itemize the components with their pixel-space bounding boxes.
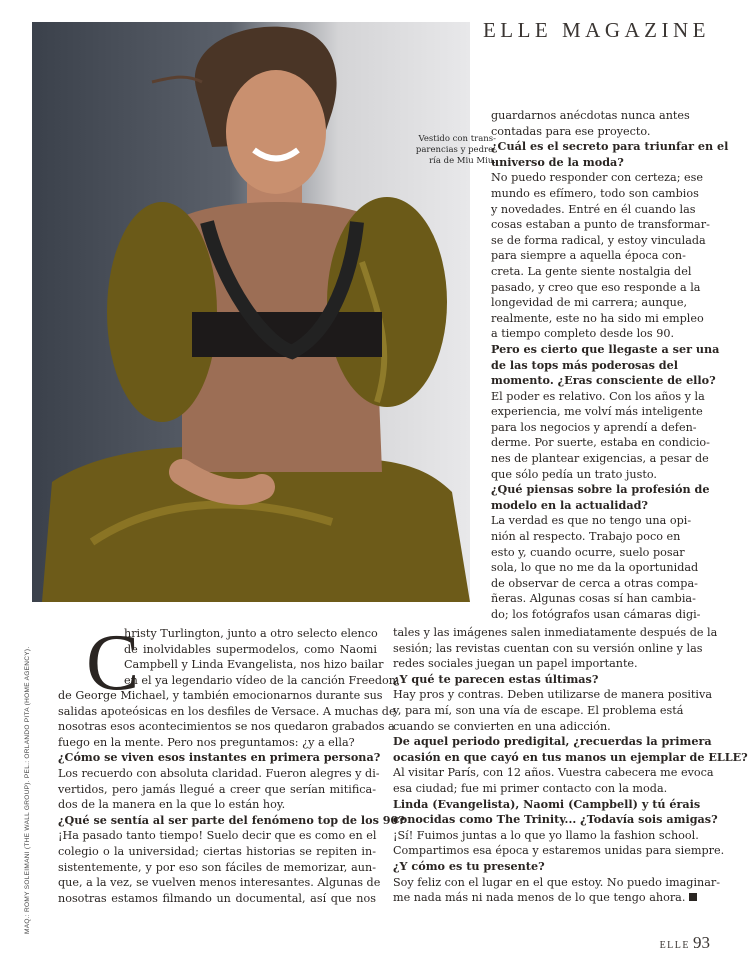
- question-line: Linda (Evangelista), Naomi (Campbell) y tú érais: [393, 796, 701, 811]
- text-line: cuando se convierten en una adicción.: [393, 719, 611, 733]
- text-line: realmente, este no ha sido mi empleo: [491, 311, 704, 325]
- text-line: creta. La gente siente nostalgia del: [491, 264, 692, 278]
- question-line: de las tops más poderosas del: [491, 357, 678, 372]
- text-line: para los negocios y aprendí a defen-: [491, 420, 697, 434]
- question-line: ¿Qué piensas sobre la profesión de: [491, 482, 710, 497]
- question-line: ¿Cuál es el secreto para triunfar en el: [491, 139, 729, 154]
- drop-cap: C: [86, 619, 140, 707]
- intro-line: de inolvidables supermodelos, como Naomi: [124, 642, 377, 656]
- text-line: guardarnos anécdotas nunca antes: [491, 109, 690, 122]
- caption-line: Vestido con trans-: [418, 134, 496, 144]
- text-line: pasado, y creo que eso responde a la: [491, 280, 701, 294]
- text-line: ¡Sí! Fuimos juntas a lo que yo llamo la fashion school.: [393, 828, 699, 842]
- magazine-title: ELLE MAGAZINE: [482, 18, 710, 42]
- text-line: colegio o la universidad; ciertas historias se repiten in-: [58, 844, 376, 858]
- photo-caption: [410, 134, 496, 167]
- text-line: El poder es relativo. Con los años y la: [491, 389, 705, 403]
- right-column-bottom: [393, 625, 748, 906]
- text-line: esa ciudad; fue mi primer contacto con la moda.: [393, 781, 668, 795]
- question-line: modelo en la actualidad?: [491, 497, 648, 512]
- text-line: vertidos, pero jamás llegué a creer que serían mitifica-: [58, 782, 376, 796]
- question-line: universo de la moda?: [491, 154, 624, 169]
- text-line: mundo es efímero, todo son cambios: [491, 186, 699, 200]
- text-line: experiencia, me volví más inteligente: [491, 405, 703, 419]
- text-line: que sólo pedía un trato justo.: [491, 467, 657, 481]
- footer-brand: ELLE: [659, 940, 690, 951]
- text-line: cosas estaban a punto de transformar-: [491, 218, 710, 232]
- text-line: derme. Por suerte, estaba en condicio-: [491, 436, 710, 450]
- text-line: y, para mí, son una vía de escape. El problema está: [393, 703, 684, 717]
- text-line: dos de la manera en la que lo están hoy.: [58, 798, 286, 812]
- text-line: sola, lo que no me da la oportunidad: [491, 561, 699, 575]
- intro-lines: [124, 626, 400, 688]
- text-line: ñeras. Algunas cosas sí han cambia-: [491, 592, 696, 606]
- text-line: Compartimos esa época y estaremos unidas para siempre.: [393, 844, 725, 858]
- intro-line: hristy Turlington, junto a otro selecto elenco: [124, 627, 378, 640]
- question-line: ¿Y qué te parecen estas últimas?: [393, 671, 599, 686]
- footer-page: 93: [693, 933, 710, 952]
- end-mark: [689, 893, 697, 901]
- text-line: longevidad de mi carrera; aunque,: [491, 296, 688, 310]
- model-photo: [32, 22, 496, 602]
- text-line: Hay pros y contras. Deben utilizarse de manera positiva: [393, 688, 712, 702]
- text-line: esto y, cuando ocurre, suelo posar: [491, 545, 685, 559]
- text-line: contadas para ese proyecto.: [491, 124, 651, 138]
- text-line: me nada más ni nada menos de lo que tengo ahora.: [393, 890, 657, 906]
- question-line: ¿Y cómo es tu presente?: [393, 858, 545, 873]
- text-line: salidas apoteósicas en los desfiles de Versace. A muchas de: [58, 704, 396, 718]
- question-line: conocidas como The Trinity... ¿Todavía sois amigas?: [393, 812, 718, 827]
- intro-line: en el ya legendario vídeo de la canción Freedom: [124, 673, 400, 687]
- text-line: fuego en la mente. Pero nos preguntamos: ¿y a ella?: [58, 735, 355, 749]
- text-line: de observar de cerca a otras compa-: [491, 576, 698, 590]
- photo-illustration: [32, 22, 470, 602]
- text-line: para siempre a aquella época con-: [491, 249, 686, 263]
- caption-line: parencias y pedre-: [415, 145, 496, 155]
- question-line: ocasión en que cayó en tus manos un ejemplar de ELLE?: [393, 749, 748, 764]
- text-line: nes de plantear exigencias, a pesar de: [491, 452, 709, 466]
- text-line: que, a la vez, se vuelven menos interesantes. Algunas de: [58, 876, 381, 890]
- text-line: tales y las imágenes salen inmediatamente después de la: [393, 626, 718, 639]
- question-line: momento. ¿Eras consciente de ello?: [491, 373, 716, 388]
- photo-credit: MAQ.: ROMY SOLEIMANI (THE WALL GROUP). PEL.: ORLANDO PITA (HOME AGENCY).: [24, 646, 31, 934]
- text-line: do; los fotógrafos usan cámaras digi-: [491, 608, 701, 621]
- intro-line: Campbell y Linda Evangelista, nos hizo bailar: [124, 658, 384, 672]
- right-column-top: [491, 108, 729, 623]
- text-line: ¡Ha pasado tanto tiempo! Suelo decir que es como en el: [58, 829, 377, 843]
- text-line: Los recuerdo con absoluta claridad. Fueron alegres y di-: [58, 766, 380, 780]
- text-line: La verdad es que no tengo una opi-: [491, 514, 692, 528]
- page-number: [660, 933, 710, 953]
- text-line: nión al respecto. Trabajo poco en: [491, 530, 681, 544]
- caption-line: ría de Miu Miu.: [429, 156, 496, 166]
- text-line: sesión; las revistas cuentan con su versión online y las: [393, 641, 703, 655]
- text-line: de George Michael, y también emocionarnos durante sus: [58, 689, 383, 702]
- question-line: Pero es cierto que llegaste a ser una: [491, 341, 720, 356]
- text-line: se de forma radical, y estoy vinculada: [491, 233, 706, 247]
- text-line: Al visitar París, con 12 años. Vuestra cabecera me evoca: [393, 766, 714, 780]
- text-line: nosotras estamos filmando un documental, así que nos: [58, 891, 376, 905]
- text-line: y novedades. Entré en él cuando las: [491, 202, 696, 216]
- text-line: nosotras esos acontecimientos se nos quedaron grabados a: [58, 720, 395, 734]
- text-line: redes sociales juegan un papel importante.: [393, 657, 638, 671]
- question-line: ¿Cómo se viven esos instantes en primera persona?: [58, 750, 381, 765]
- question-line: ¿Qué se sentía al ser parte del fenómeno top de los 90?: [58, 812, 405, 827]
- text-line: a tiempo completo desde los 90.: [491, 327, 675, 341]
- text-line: sistentemente, y por eso son fáciles de memorizar, aun-: [58, 860, 376, 874]
- left-column: [58, 688, 405, 906]
- question-line: De aquel periodo predigital, ¿recuerdas la primera: [393, 734, 712, 749]
- text-line: No puedo responder con certeza; ese: [491, 171, 704, 185]
- text-line: Soy feliz con el lugar en el que estoy. No puedo imaginar-: [393, 875, 721, 889]
